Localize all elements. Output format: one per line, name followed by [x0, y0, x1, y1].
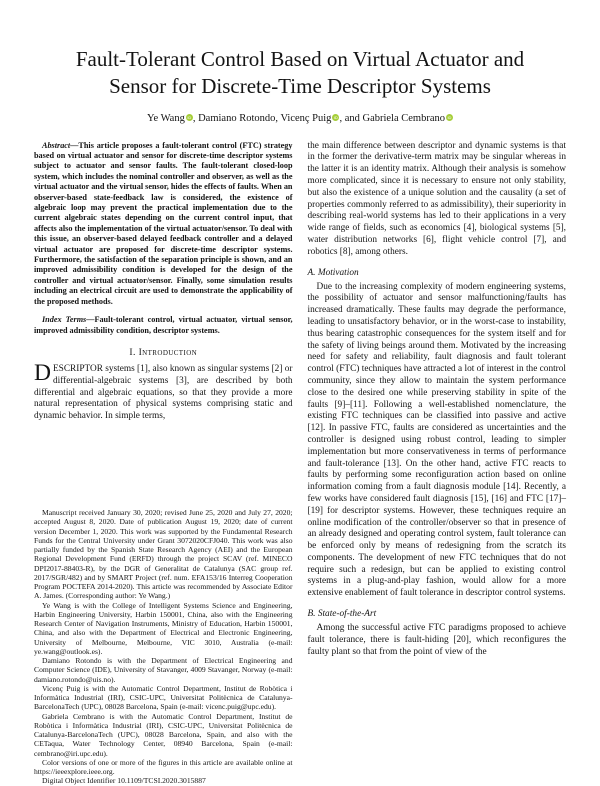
author-name: Ye Wang	[146, 112, 185, 124]
footnote-manuscript-history: Manuscript received January 30, 2020; revised June 25, 2020 and July 27, 2020; accepted August 8, 2020. Date of publication August 19, 2020; date of current version December 1, 2020. This work was supported by the Fundamental Research Funds for the Central University under Grant 3072020CFJ040. This work was also partially funded by the Spanish State Research Agency (AEI) and the European Regional Development Fund (ERFD) through the project SCAV (ref. MINECO DPI2017-88403-R), by the DGR of Generalitat de Catalunya (SAC group ref. 2017/SGR/482) and by SMART Project (ref. num. EFA153/16 Interreg Cooperation Program POCTEFA 2014-2020). This article was recommended by Associate Editor A. James. (Corresponding author: Ye Wang.)	[34, 508, 293, 601]
state-of-the-art-paragraph: Among the successful active FTC paradigms proposed to achieve fault tolerance, there is fault-hiding [20], which reconfigures the faulty plant so that from the point of view of the	[307, 623, 566, 657]
drop-cap: D	[34, 359, 51, 386]
paper-title: Fault-Tolerant Control Based on Virtual Actuator and Sensor for Discrete-Time Descriptor Systems	[75, 47, 525, 99]
intro-continuation-paragraph: the main difference between descriptor and dynamic systems is that in the former the derivative-term matrix may be singular whereas in the latter it is an identity matrix. Although their analysis is somehow more complicated, since it is necessary to ensure not only stability, but also the existence of a unique solution and the causality (a set of properties commonly referred to as admissibility), their superiority in describing real-world systems has led to their applications in a very wide range of fields, such as economics [4], biological systems [5], water distribution networks [6], flight vehicle control [7], and robotics [8], among others.	[307, 140, 566, 257]
footnote-affiliation-rotondo: Damiano Rotondo is with the Department of Electrical Engineering and Computer Science (IDE), University of Stavanger, 4009 Stavanger, Norway (e-mail: damiano.rotondo@uis.no).	[34, 656, 293, 684]
footnote-affiliation-wang: Ye Wang is with the College of Intelligent Systems Science and Engineering, Harbin Engineering University, Harbin 150001, China, also with the Engineering Research Center of Navigation Instruments, Ministry of Education, Harbin 150001, China, and also with the Department of Electrical and Electronic Engineering, University of Melbourne, Melbourne, VIC 3010, Australia (e-mail: ye.wang@outlook.es).	[34, 600, 293, 656]
index-terms-text: Fault-tolerant control, virtual actuator, virtual sensor, improved admissibility condition, descriptor systems.	[34, 315, 293, 335]
abstract-label: Abstract—	[42, 140, 79, 150]
orcid-icon-label: iD	[447, 114, 452, 120]
author-separator: ,	[275, 112, 281, 124]
left-column	[34, 141, 293, 786]
orcid-icon-label: iD	[334, 114, 338, 120]
author-line	[34, 113, 566, 124]
two-column-body	[34, 141, 566, 786]
footnote-affiliation-cembrano: Gabriela Cembrano is with the Automatic Control Department, Institut de Robòtica i Informàtica Industrial (IRI), CSIC-UPC, Universitat Politècnica de Catalunya-BarcelonaTech (UPC), 08028 Barcelona, Spain, and also with the CETaqua, Water Technology Center, 08940 Barcelona, Spain (e-mail: cembrano@iri.upc.edu).	[34, 711, 293, 758]
abstract-text: This article proposes a fault-tolerant control (FTC) strategy based on virtual actuator and sensor for discrete-time descriptor systems subject to actuator and sensor faults. The fault-tolerant closed-loop system, which includes the nominal controller and observer, as well as the virtual actuator and the virtual sensor, hides the effects of faults. When an observer-based state-feedback law is considered, the existence of algebraic loop may prevent the practical implementation due to the current algebraic states depending on the current control input, that affects also the implementation of the virtual actuator/sensor. To deal with this issue, an observer-based delayed feedback controller and a delayed virtual actuator are proposed for discrete-time descriptor systems. Furthermore, the satisfaction of the separation principle is shown, and an improved admissibility condition is developed for the design of the controller and virtual actuator/sensor. Finally, some simulation results including an electrical circuit are used to demonstrate the applicability of the proposed methods.	[34, 140, 293, 306]
index-terms	[34, 315, 293, 336]
motivation-paragraph: Due to the increasing complexity of modern engineering systems, the possibility of actuator and sensor malfunctioning/faults has increased dramatically. These faults may degrade the performance, leading to unsatisfactory behavior, or in the worst-case to instability, thus bearing catastrophic consequences for the system itself and for the safety of living beings around them. Motivated by the increasing need for safety and reliability, fault diagnosis and fault tolerant control (FTC) techniques have attracted a lot of interest in the control community, since they allow to maintain the system performance close to the desired one while preserving stability in spite of the faults [9]–[11]. Following a well-established nomenclature, the existing FTC techniques can be classified into passive and active [12]. In passive FTC, faults are considered as uncertainties and the controller is designed using robust control, leading to simpler implementation but more conservativeness in terms of performance and fault-tolerance [13]. On the other hand, active FTC reacts to faults by performing some reconfiguration action based on online information coming from a fault diagnosis module [14]. Recently, a few works have considered fault diagnosis [15], [16] and FTC [17]–[19] for descriptor systems. However, these techniques require an online modification of the controller/observer so that in presence of an already designed and operating control system, fault tolerance can be enforced only by means of redesigning from the scratch its components. The development of new FTC techniques that do not require such a redesign, but can be applied to existing control systems in a plug-and-play fashion, would allow for a more extensive enablement of fault tolerance in descriptor control systems.	[307, 281, 566, 599]
author-separator: , and	[339, 112, 363, 124]
footnote-doi: Digital Object Identifier 10.1109/TCSI.2020.3015887	[42, 776, 206, 786]
section-heading-introduction: I. Introduction	[129, 346, 198, 358]
intro-paragraph	[34, 359, 293, 423]
footnote-affiliation-puig: Vicenç Puig is with the Automatic Control Department, Institut de Robòtica i Informàtica Industrial (IRI), CSIC-UPC, Universitat Politècnica de Catalunya-BarcelonaTech (UPC), 08028 Barcelona, Spain (e-mail: vicenc.puig@upc.edu).	[34, 683, 293, 712]
author-name: Gabriela Cembrano	[362, 112, 445, 124]
intro-lead-word: ESCRIPTOR	[52, 363, 103, 374]
author-name: Vicenç Puig	[280, 112, 332, 124]
author-name: Damiano Rotondo	[198, 112, 276, 124]
right-column	[308, 141, 567, 786]
footnote-color-versions: Color versions of one or more of the figures in this article are available online at https://ieeexplore.ieee.org.	[34, 757, 293, 777]
abstract	[34, 141, 293, 308]
subsection-heading-motivation: A. Motivation	[307, 267, 359, 278]
index-terms-label: Index Terms—	[42, 315, 95, 325]
subsection-heading-state-of-the-art: B. State-of-the-Art	[307, 609, 377, 620]
author-separator: ,	[192, 112, 199, 124]
intro-text: systems [1], also known as singular systems [2] or differential-algebraic systems [3], are described by both differential and algebraic equations, so that they provide a more natural representation of physical systems comprising static and dynamic behavior. In simple terms,	[34, 363, 293, 422]
first-page-footnotes	[34, 508, 293, 786]
orcid-icon-label: iD	[187, 114, 192, 120]
orcid-icon[interactable]	[446, 114, 453, 121]
orcid-icon[interactable]	[186, 114, 193, 121]
